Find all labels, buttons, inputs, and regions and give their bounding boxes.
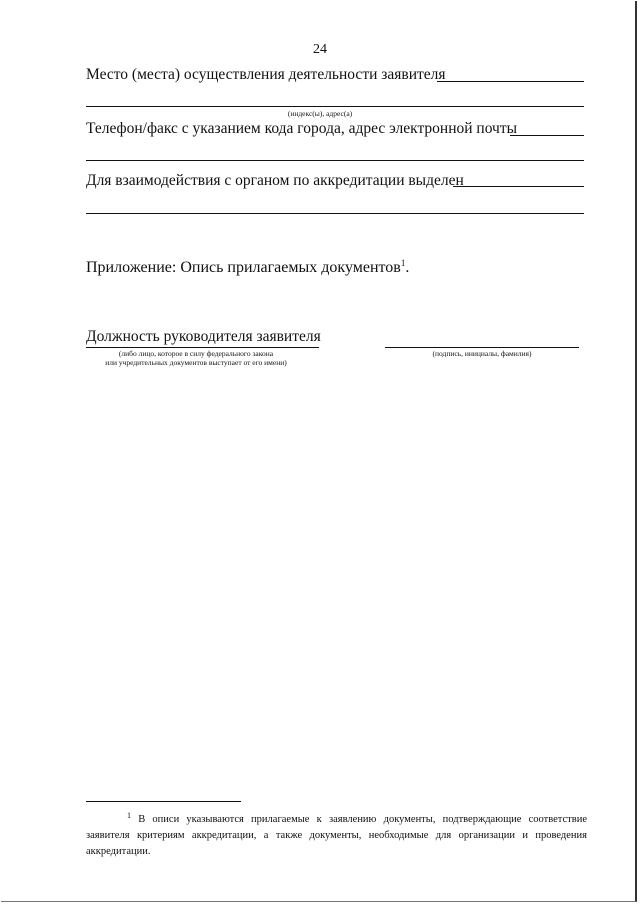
attachment-line xyxy=(86,258,409,277)
place-of-activity-input-line-2[interactable] xyxy=(86,106,584,107)
contact-person-label: Для взаимодействия с органом по аккредитации выделен xyxy=(86,172,464,189)
footnote-separator xyxy=(86,801,241,802)
footnote-mark: 1 xyxy=(127,811,131,820)
attachment-footnote-ref: 1 xyxy=(400,258,406,268)
attachment-end: . xyxy=(405,259,410,276)
position-label: Должность руководителя заявителя xyxy=(86,328,321,345)
signature-line[interactable] xyxy=(385,347,579,348)
footnote-text: В описи указываются прилагаемые к заявлению документы, подтверждающие соответствие заявителя критериям аккредитации, а также документы, необходимые для организации и проведения аккредитации. xyxy=(86,814,588,857)
contacts-input-line-2[interactable] xyxy=(86,160,584,161)
footnote xyxy=(86,808,587,860)
position-caption-line2: или учредительных документов выступает от его имени) xyxy=(105,358,287,367)
signature-caption: (подпись, инициалы, фамилия) xyxy=(432,349,532,358)
contact-person-input-line[interactable] xyxy=(453,186,584,187)
contacts-label: Телефон/факс с указанием кода города, адрес электронной почты xyxy=(86,120,518,137)
contact-person-input-line-2[interactable] xyxy=(86,213,584,214)
place-of-activity-input-line[interactable] xyxy=(437,81,584,82)
position-underline xyxy=(86,347,319,348)
place-of-activity-label: Место (места) осуществления деятельности заявителя xyxy=(86,66,446,83)
place-of-activity-caption: (индекс(ы), адрес(а) xyxy=(287,109,353,118)
attachment-text: Приложение: Опись прилагаемых документов xyxy=(86,259,401,276)
page-number: 24 xyxy=(313,42,327,57)
contacts-input-line[interactable] xyxy=(510,135,584,136)
position-caption-line1: (либо лицо, которое в силу федерального закона xyxy=(118,349,274,358)
